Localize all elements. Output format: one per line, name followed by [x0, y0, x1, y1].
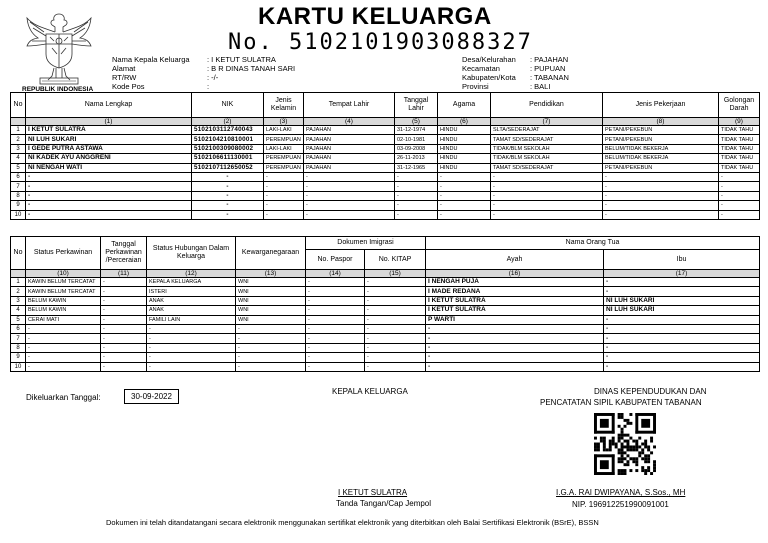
- cell-hub: -: [147, 353, 236, 362]
- cell-nik: -: [192, 182, 264, 191]
- cell-ayah: I KETUT SULATRA: [426, 306, 604, 315]
- cell-kwn: WNI: [236, 306, 306, 315]
- col-header: Tanggal Perkawinan /Perceraian: [101, 237, 147, 270]
- cell-hub: -: [147, 343, 236, 352]
- col-index: (4): [304, 118, 395, 126]
- cell-pendidikan: TAMAT SD/SEDERAJAT: [491, 163, 603, 172]
- document-title: KARTU KELUARGA: [258, 3, 492, 30]
- cell-tgl: -: [101, 343, 147, 352]
- cell-gol: -: [719, 191, 760, 200]
- col-header: Jenis Kelamin: [264, 93, 304, 118]
- cell-paspor: -: [306, 306, 365, 315]
- cell-gol: TIDAK TAHU: [719, 135, 760, 144]
- table-row: [11, 191, 760, 200]
- info-label: Nama Kepala Keluarga: [112, 55, 190, 64]
- cell-nama: NI NENGAH WATI: [26, 163, 192, 172]
- info-label: Alamat: [112, 64, 136, 73]
- cell-gol: -: [719, 172, 760, 181]
- col-header: Jenis Pekerjaan: [603, 93, 719, 118]
- cell-no: 4: [11, 154, 26, 163]
- cell-ayah: P WARTI: [426, 315, 604, 324]
- cell-nama: -: [26, 172, 192, 181]
- right-info-block: [462, 55, 602, 93]
- head-of-family-title: KEPALA KELUARGA: [332, 387, 408, 396]
- cell-agama: HINDU: [438, 163, 491, 172]
- cell-status: BELUM KAWIN: [26, 296, 101, 305]
- cell-pekerjaan: -: [603, 191, 719, 200]
- table-row: [11, 135, 760, 144]
- cell-kwn: -: [236, 362, 306, 371]
- cell-pekerjaan: -: [603, 172, 719, 181]
- cell-tempat: -: [304, 201, 395, 210]
- cell-kitap: -: [365, 306, 426, 315]
- cell-agama: HINDU: [438, 154, 491, 163]
- cell-jk: -: [264, 210, 304, 219]
- cell-agama: -: [438, 191, 491, 200]
- table-row: [11, 172, 760, 181]
- cell-ibu: NI LUH SUKARI: [604, 296, 760, 305]
- cell-pekerjaan: BELUM/TIDAK BEKERJA: [603, 144, 719, 153]
- table-row: [11, 306, 760, 315]
- cell-kitap: -: [365, 315, 426, 324]
- cell-nama: -: [26, 182, 192, 191]
- cell-pendidikan: -: [491, 172, 603, 181]
- cell-nik: -: [192, 172, 264, 181]
- col-index: (16): [426, 270, 604, 278]
- col-index: (1): [26, 118, 192, 126]
- cell-ayah: -: [426, 334, 604, 343]
- cell-no: 6: [11, 172, 26, 181]
- col-header: No. KITAP: [365, 250, 426, 270]
- cell-agama: HINDU: [438, 135, 491, 144]
- col-header: No: [11, 93, 26, 118]
- col-index: (2): [192, 118, 264, 126]
- cell-nik: -: [192, 201, 264, 210]
- kk-number: No. 5102101903088327: [228, 30, 533, 55]
- cell-ayah: -: [426, 343, 604, 352]
- electronic-signature-note: Dokumen ini telah ditandatangani secara elektronik menggunakan sertifikat elektronik yang diterbitkan oleh Balai Sertifikasi Elektronik (BSrE), BSSN: [106, 518, 599, 527]
- cell-pendidikan: SLTA/SEDERAJAT: [491, 126, 603, 135]
- cell-gol: -: [719, 182, 760, 191]
- col-index: (14): [306, 270, 365, 278]
- cell-paspor: -: [306, 315, 365, 324]
- col-index: (7): [491, 118, 603, 126]
- cell-tgl: 03-09-2008: [395, 144, 438, 153]
- agency-line-1: DINAS KEPENDUDUKAN DAN: [594, 387, 707, 396]
- cell-tgl: -: [101, 353, 147, 362]
- col-index: (11): [101, 270, 147, 278]
- cell-kitap: -: [365, 362, 426, 371]
- cell-kitap: -: [365, 334, 426, 343]
- cell-pendidikan: TIDAK/BLM SEKOLAH: [491, 154, 603, 163]
- cell-paspor: -: [306, 343, 365, 352]
- cell-ayah: -: [426, 353, 604, 362]
- cell-hub: -: [147, 334, 236, 343]
- cell-no: 2: [11, 287, 26, 296]
- table-row: [11, 334, 760, 343]
- cell-no: 4: [11, 306, 26, 315]
- col-index: (8): [603, 118, 719, 126]
- col-header: Golongan Darah: [719, 93, 760, 118]
- cell-jk: PEREMPUAN: [264, 135, 304, 144]
- info-value: : TABANAN: [530, 73, 569, 82]
- cell-tempat: PAJAHAN: [304, 126, 395, 135]
- cell-ayah: -: [426, 324, 604, 333]
- cell-tgl: 31-12-1974: [395, 126, 438, 135]
- cell-gol: -: [719, 210, 760, 219]
- family-members-table: [10, 92, 760, 220]
- cell-tgl: -: [101, 324, 147, 333]
- head-of-family-name: I KETUT SULATRA: [338, 488, 408, 497]
- cell-agama: -: [438, 210, 491, 219]
- col-index: (13): [236, 270, 306, 278]
- cell-kwn: -: [236, 343, 306, 352]
- cell-pendidikan: TAMAT SD/SEDERAJAT: [491, 135, 603, 144]
- info-label: Provinsi: [462, 82, 489, 91]
- table-row: [11, 287, 760, 296]
- cell-no: 5: [11, 163, 26, 172]
- cell-pekerjaan: -: [603, 182, 719, 191]
- cell-agama: HINDU: [438, 126, 491, 135]
- cell-pekerjaan: -: [603, 210, 719, 219]
- cell-ibu: -: [604, 334, 760, 343]
- cell-no: 7: [11, 334, 26, 343]
- cell-tempat: PAJAHAN: [304, 154, 395, 163]
- cell-tempat: PAJAHAN: [304, 163, 395, 172]
- col-header: Status Hubungan Dalam Keluarga: [147, 237, 236, 270]
- col-header: Kewarganegaraan: [236, 237, 306, 270]
- cell-tgl: 26-11-2013: [395, 154, 438, 163]
- cell-no: 3: [11, 296, 26, 305]
- cell-jk: PEREMPUAN: [264, 154, 304, 163]
- table-row: [11, 163, 760, 172]
- cell-no: 5: [11, 315, 26, 324]
- cell-status: -: [26, 343, 101, 352]
- col-index: (17): [604, 270, 760, 278]
- col-header: Tempat Lahir: [304, 93, 395, 118]
- info-label: Kecamatan: [462, 64, 500, 73]
- table-row: [11, 182, 760, 191]
- cell-pekerjaan: BELUM/TIDAK BEKERJA: [603, 154, 719, 163]
- col-index: (3): [264, 118, 304, 126]
- issued-date-value: 30-09-2022: [124, 389, 179, 404]
- cell-no: 6: [11, 324, 26, 333]
- col-header: Nama Lengkap: [26, 93, 192, 118]
- cell-kwn: WNI: [236, 278, 306, 287]
- cell-no: 2: [11, 135, 26, 144]
- cell-no: 8: [11, 191, 26, 200]
- cell-ibu: -: [604, 324, 760, 333]
- table-row: [11, 324, 760, 333]
- cell-status: BELUM KAWIN: [26, 306, 101, 315]
- cell-gol: -: [719, 201, 760, 210]
- cell-pendidikan: -: [491, 201, 603, 210]
- official-name: I.G.A. RAI DWIPAYANA, S.Sos., MH: [556, 488, 686, 497]
- col-header: Ibu: [604, 250, 760, 270]
- cell-kitap: -: [365, 343, 426, 352]
- cell-status: -: [26, 362, 101, 371]
- official-nip: NIP. 196912251990091001: [572, 500, 669, 509]
- cell-kitap: -: [365, 353, 426, 362]
- cell-tempat: -: [304, 191, 395, 200]
- cell-ayah: I NENGAH PUJA: [426, 278, 604, 287]
- cell-no: 9: [11, 201, 26, 210]
- cell-pendidikan: -: [491, 182, 603, 191]
- cell-kitap: -: [365, 296, 426, 305]
- cell-ayah: I KETUT SULATRA: [426, 296, 604, 305]
- table-row: [11, 343, 760, 352]
- table-row: [11, 362, 760, 371]
- cell-pendidikan: -: [491, 210, 603, 219]
- cell-ibu: -: [604, 287, 760, 296]
- cell-tgl: 31-12-1965: [395, 163, 438, 172]
- info-label: Kabupaten/Kota: [462, 73, 516, 82]
- cell-hub: -: [147, 362, 236, 371]
- cell-status: KAWIN BELUM TERCATAT: [26, 278, 101, 287]
- cell-status: -: [26, 334, 101, 343]
- cell-tempat: PAJAHAN: [304, 144, 395, 153]
- cell-ayah: I MADE REDANA: [426, 287, 604, 296]
- agency-line-2: PENCATATAN SIPIL KABUPATEN TABANAN: [540, 398, 702, 407]
- table-row: [11, 210, 760, 219]
- cell-ibu: -: [604, 353, 760, 362]
- col-index: (5): [395, 118, 438, 126]
- col-header: Dokumen Imigrasi: [306, 237, 426, 250]
- table2-body: [11, 278, 760, 372]
- cell-pekerjaan: PETANI/PEKEBUN: [603, 126, 719, 135]
- cell-status: -: [26, 324, 101, 333]
- cell-ayah: -: [426, 362, 604, 371]
- cell-pendidikan: TIDAK/BLM SEKOLAH: [491, 144, 603, 153]
- cell-kitap: -: [365, 278, 426, 287]
- cell-nama: NI KADEK AYU ANGGRENI: [26, 154, 192, 163]
- cell-no: 9: [11, 353, 26, 362]
- col-index: (10): [26, 270, 101, 278]
- info-value: : BALI: [530, 82, 551, 91]
- cell-hub: KEPALA KELUARGA: [147, 278, 236, 287]
- col-header: No. Paspor: [306, 250, 365, 270]
- republik-label: REPUBLIK INDONESIA: [22, 86, 94, 93]
- signature-caption: Tanda Tangan/Cap Jempol: [336, 499, 432, 508]
- cell-kwn: -: [236, 334, 306, 343]
- col-header: Agama: [438, 93, 491, 118]
- cell-gol: TIDAK TAHU: [719, 154, 760, 163]
- cell-no: 10: [11, 210, 26, 219]
- cell-hub: ANAK: [147, 306, 236, 315]
- col-index: (15): [365, 270, 426, 278]
- col-header: Nama Orang Tua: [426, 237, 760, 250]
- garuda-emblem-icon: [24, 8, 94, 90]
- cell-hub: ISTERI: [147, 287, 236, 296]
- cell-paspor: -: [306, 353, 365, 362]
- cell-tgl: -: [395, 172, 438, 181]
- cell-paspor: -: [306, 324, 365, 333]
- cell-kwn: -: [236, 353, 306, 362]
- cell-tgl: -: [101, 278, 147, 287]
- cell-tempat: -: [304, 182, 395, 191]
- cell-status: -: [26, 353, 101, 362]
- cell-ibu: NI LUH SUKARI: [604, 306, 760, 315]
- table1-body: [11, 126, 760, 220]
- cell-nama: I GEDE PUTRA ASTAWA: [26, 144, 192, 153]
- cell-paspor: -: [306, 287, 365, 296]
- col-header: Ayah: [426, 250, 604, 270]
- cell-nik: -: [192, 210, 264, 219]
- cell-kwn: WNI: [236, 315, 306, 324]
- cell-pekerjaan: PETANI/PEKEBUN: [603, 135, 719, 144]
- cell-pekerjaan: PETANI/PEKEBUN: [603, 163, 719, 172]
- info-value: : -/-: [207, 73, 219, 82]
- cell-tgl: -: [101, 315, 147, 324]
- cell-nik: 5102107112650052: [192, 163, 264, 172]
- cell-nik: 5102104210810001: [192, 135, 264, 144]
- cell-tgl: -: [395, 191, 438, 200]
- cell-tgl: -: [101, 334, 147, 343]
- info-label: RT/RW: [112, 73, 137, 82]
- col-header: Tanggal Lahir: [395, 93, 438, 118]
- cell-jk: LAKI-LAKI: [264, 126, 304, 135]
- cell-agama: HINDU: [438, 144, 491, 153]
- cell-ibu: -: [604, 343, 760, 352]
- cell-no: 7: [11, 182, 26, 191]
- cell-kitap: -: [365, 324, 426, 333]
- cell-status: KAWIN BELUM TERCATAT: [26, 287, 101, 296]
- cell-tgl: -: [395, 201, 438, 210]
- cell-nik: 5102103112740043: [192, 126, 264, 135]
- cell-ibu: -: [604, 278, 760, 287]
- cell-nama: -: [26, 201, 192, 210]
- cell-jk: -: [264, 201, 304, 210]
- qr-code-icon: [594, 413, 656, 475]
- table-row: [11, 201, 760, 210]
- col-index: (6): [438, 118, 491, 126]
- info-label: Desa/Kelurahan: [462, 55, 516, 64]
- cell-nik: 5102100309080002: [192, 144, 264, 153]
- cell-jk: -: [264, 191, 304, 200]
- col-header: No: [11, 237, 26, 270]
- cell-tgl: -: [101, 287, 147, 296]
- cell-no: 3: [11, 144, 26, 153]
- cell-pendidikan: -: [491, 191, 603, 200]
- info-value: : PAJAHAN: [530, 55, 569, 64]
- cell-ibu: -: [604, 315, 760, 324]
- cell-hub: FAMILI LAIN: [147, 315, 236, 324]
- cell-no: 8: [11, 343, 26, 352]
- cell-jk: -: [264, 182, 304, 191]
- cell-kwn: WNI: [236, 296, 306, 305]
- cell-nama: -: [26, 191, 192, 200]
- table-row: [11, 353, 760, 362]
- cell-paspor: -: [306, 334, 365, 343]
- cell-kitap: -: [365, 287, 426, 296]
- table-row: [11, 126, 760, 135]
- table-row: [11, 296, 760, 305]
- cell-paspor: -: [306, 278, 365, 287]
- cell-nik: 5102106611130001: [192, 154, 264, 163]
- table-row: [11, 278, 760, 287]
- family-status-table: [10, 236, 760, 372]
- cell-hub: -: [147, 324, 236, 333]
- cell-ibu: -: [604, 362, 760, 371]
- info-value: :: [207, 82, 210, 91]
- cell-kwn: WNI: [236, 287, 306, 296]
- cell-gol: TIDAK TAHU: [719, 126, 760, 135]
- cell-tempat: -: [304, 210, 395, 219]
- cell-jk: -: [264, 172, 304, 181]
- col-header: Status Perkawinan: [26, 237, 101, 270]
- cell-nama: NI LUH SUKARI: [26, 135, 192, 144]
- issued-date-label: Dikeluarkan Tanggal:: [26, 393, 101, 402]
- cell-jk: PEREMPUAN: [264, 163, 304, 172]
- table-row: [11, 315, 760, 324]
- cell-no: 1: [11, 278, 26, 287]
- cell-tgl: -: [101, 306, 147, 315]
- cell-gol: TIDAK TAHU: [719, 163, 760, 172]
- cell-tgl: -: [101, 296, 147, 305]
- info-label: Kode Pos: [112, 82, 145, 91]
- left-info-block: [112, 55, 312, 93]
- cell-nik: -: [192, 191, 264, 200]
- cell-status: CERAI MATI: [26, 315, 101, 324]
- cell-tgl: 02-10-1981: [395, 135, 438, 144]
- col-index: (9): [719, 118, 760, 126]
- cell-tgl: -: [395, 182, 438, 191]
- cell-kwn: -: [236, 324, 306, 333]
- cell-agama: -: [438, 182, 491, 191]
- cell-paspor: -: [306, 362, 365, 371]
- cell-agama: -: [438, 172, 491, 181]
- cell-paspor: -: [306, 296, 365, 305]
- cell-pekerjaan: -: [603, 201, 719, 210]
- col-header: NIK: [192, 93, 264, 118]
- table-row: [11, 154, 760, 163]
- cell-no: 10: [11, 362, 26, 371]
- table-row: [11, 144, 760, 153]
- cell-tempat: PAJAHAN: [304, 135, 395, 144]
- cell-hub: ANAK: [147, 296, 236, 305]
- cell-tempat: -: [304, 172, 395, 181]
- cell-gol: TIDAK TAHU: [719, 144, 760, 153]
- cell-tgl: -: [395, 210, 438, 219]
- info-value: : I KETUT SULATRA: [207, 55, 276, 64]
- info-value: : B R DINAS TANAH SARI: [207, 64, 296, 73]
- cell-nama: -: [26, 210, 192, 219]
- cell-nama: I KETUT SULATRA: [26, 126, 192, 135]
- cell-no: 1: [11, 126, 26, 135]
- info-value: : PUPUAN: [530, 64, 566, 73]
- col-index: (12): [147, 270, 236, 278]
- cell-jk: LAKI-LAKI: [264, 144, 304, 153]
- cell-agama: -: [438, 201, 491, 210]
- cell-tgl: -: [101, 362, 147, 371]
- col-header: Pendidikan: [491, 93, 603, 118]
